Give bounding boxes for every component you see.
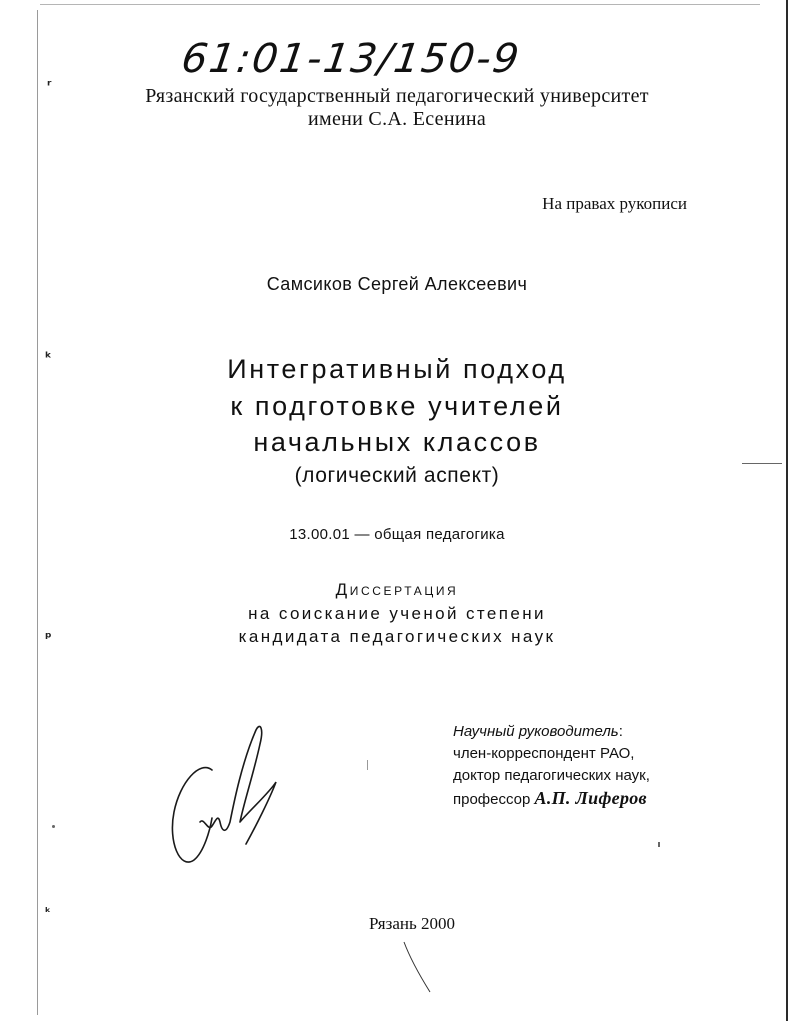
- advisor-name: А.П. Лиферов: [534, 788, 647, 808]
- specialty-code: 13.00.01 — общая педагогика: [289, 526, 505, 543]
- dissertation-degree-line: на соискание ученой степени: [248, 604, 546, 623]
- scan-dot: [658, 842, 660, 847]
- title-line-2: к подготовке учителей: [230, 391, 564, 421]
- advisor-title: профессор: [453, 791, 531, 808]
- dissertation-label: Диссертация: [335, 580, 459, 599]
- university-name: Рязанский государственный педагогический университет: [145, 85, 649, 107]
- city-year: Рязань 2000: [369, 914, 455, 933]
- scan-edge-left: [37, 10, 38, 1015]
- scan-dot: [367, 760, 368, 770]
- title-line-1: Интегративный подход: [227, 354, 567, 384]
- advisor-role-colon: :: [618, 723, 623, 740]
- scan-dot: [52, 825, 55, 828]
- title-line-3: начальных классов: [253, 427, 541, 457]
- title-subtitle: (логический аспект): [294, 464, 500, 487]
- scan-edge-right: [786, 0, 788, 1021]
- pen-stroke-mark: [400, 938, 440, 998]
- advisor-role: Научный руководитель: [453, 723, 619, 740]
- advisor-position: член-корреспондент РАО,: [453, 745, 635, 762]
- scan-edge-top: [40, 4, 760, 5]
- dissertation-degree-name: кандидата педагогических наук: [238, 627, 556, 646]
- archive-number: 61:01-13/150-9: [178, 36, 524, 82]
- author-name: Самсиков Сергей Алексеевич: [266, 274, 528, 294]
- scan-mark-icon: ʳ: [47, 78, 52, 94]
- scan-mark-icon: ᵏ: [45, 350, 52, 366]
- scan-mark-icon: ᵏ: [45, 905, 51, 919]
- advisor-degree: доктор педагогических наук,: [453, 767, 650, 784]
- rights-note: На правах рукописи: [542, 194, 687, 213]
- scientific-advisor-block: [453, 721, 650, 811]
- scan-mark-icon: ᵖ: [45, 630, 52, 646]
- university-named-after: имени С.А. Есенина: [307, 108, 487, 130]
- handwritten-signature-icon: [160, 722, 290, 872]
